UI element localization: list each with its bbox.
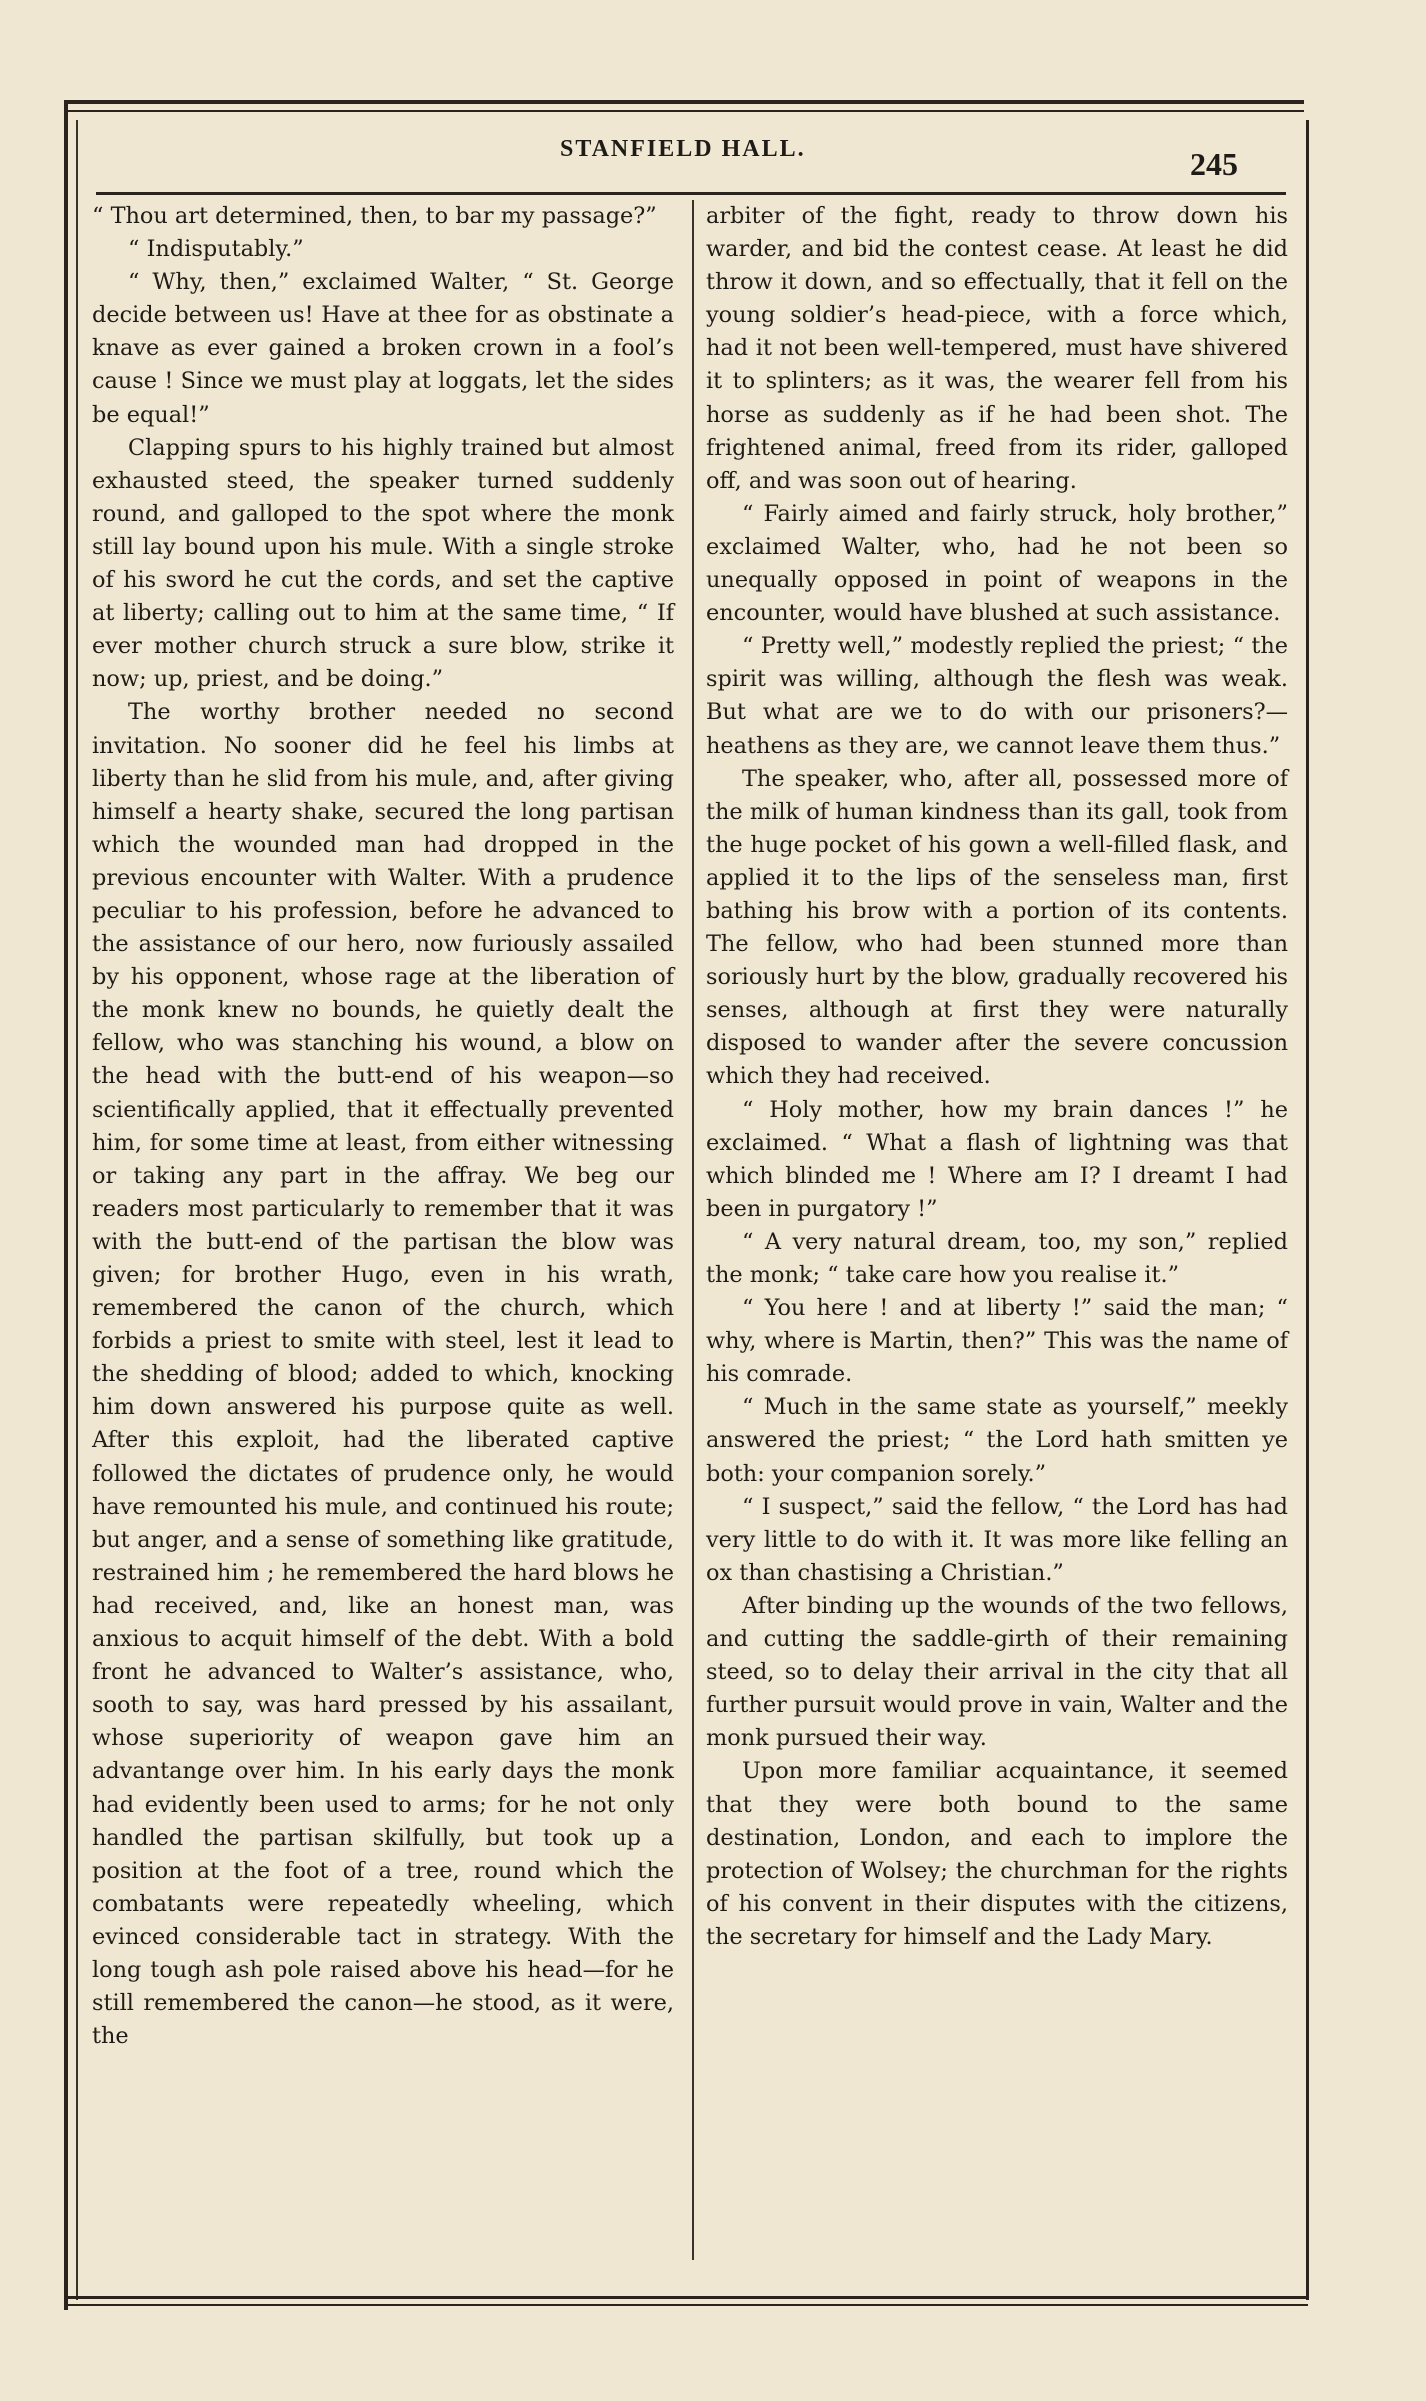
paragraph: “ Fairly aimed and fairly struck, holy brother,” exclaimed Walter, who, had he not been so unequally opposed in point of weapons in the encounter, would have blushed at such assistance. — [706, 500, 1288, 627]
paragraph: The worthy brother needed no second invitation. No sooner did he feel his limbs at liberty than he slid from his mule, and, after giving himself a hearty shake, secured the long partisan which the wounded man had dropped in the previous encounter with Walter. With a prudence peculiar to his profession, before he advanced to the assistance of our hero, now furiously assailed by his opponent, whose rage at the liberation of the monk knew no bounds, he quietly dealt the fellow, who was stanching his wound, a blow on the head with the butt-end of his weapon—so scientifically applied, that it effectually prevented him, for some time at least, from either witnessing or taking any part in the affray. We beg our readers most particularly to remember that it was with the butt-end of the partisan the blow was given; for brother Hugo, even in his wrath, remembered the canon of the church, which forbids a priest to smite with steel, lest it lead to the shedding of blood; added to which, knocking him down answered his purpose quite as well. After this exploit, had the liberated captive followed the dictates of prudence only, he would have remounted his mule, and continued his route; but anger, and a sense of something like gratitude, restrained him ; he remembered the hard blows he had received, and, like an honest man, was anxious to acquit himself of the debt. With a bold front he advanced to Walter’s assistance, who, sooth to say, was hard pressed by his assailant, whose superiority of weapon gave him an advantange over him. In his early days the monk had evidently been used to arms; for he not only handled the partisan skilfully, but took up a position at the foot of a tree, round which the combatants were repeatedly wheeling, which evinced considerable tact in strategy. With the long tough ash pole raised above his head—for he still remembered the canon—he stood, as it were, the — [92, 699, 674, 2050]
paragraph: “ Why, then,” exclaimed Walter, “ St. George decide between us! Have at thee for as obstinate a knave as ever gained a broken crown in a fool’s cause ! Since we must play at loggats, let the sides be equal!” — [92, 269, 674, 428]
left-border-rule — [64, 100, 68, 2310]
right-border-rule — [1306, 120, 1309, 2300]
paragraph: “ Much in the same state as yourself,” meekly answered the priest; “ the Lord hath smitten ye both: your companion sorely.” — [706, 1394, 1288, 1487]
column-divider — [692, 200, 694, 2260]
right-column — [706, 200, 1288, 1954]
paragraph: arbiter of the fight, ready to throw down his warder, and bid the contest cease. At least he did throw it down, and so effectually, that it fell on the young soldier’s head-piece, with a force which, had it not been well-tempered, must have shivered it to splinters; as it was, the wearer fell from his horse as suddenly as if he had been shot. The frightened animal, freed from its rider, galloped off, and was soon out of hearing. — [706, 203, 1288, 494]
running-title: STANFIELD HALL. — [560, 136, 806, 162]
left-border-rule-inner — [76, 120, 78, 2300]
paragraph: “ You here ! and at liberty !” said the man; “ why, where is Martin, then?” This was the name of his comrade. — [706, 1295, 1288, 1388]
bottom-border-rule — [64, 2296, 1308, 2299]
top-border-rule-thin — [64, 110, 1304, 112]
bottom-border-rule-thin — [64, 2304, 1308, 2306]
paragraph: After binding up the wounds of the two fellows, and cutting the saddle-girth of their remaining steed, so to delay their arrival in the city that all further pursuit would prove in vain, Walter and the monk pursued their way. — [706, 1592, 1288, 1752]
header-rule — [96, 192, 1286, 195]
page-number: 245 — [1190, 146, 1238, 182]
paragraph: “ Pretty well,” modestly replied the priest; “ the spirit was willing, although the flesh was weak. But what are we to do with our prisoners?—heathens as they are, we cannot leave them thus.” — [706, 633, 1288, 759]
paragraph: The speaker, who, after all, possessed more of the milk of human kindness than its gall, took from the huge pocket of his gown a well-filled flask, and applied it to the lips of the senseless man, first bathing his brow with a portion of its contents. The fellow, who had been stunned more than soriously hurt by the blow, gradually recovered his senses, although at first they were naturally disposed to wander after the severe concussion which they had received. — [706, 765, 1288, 1090]
paragraph: “ Indisputably.” — [128, 236, 304, 263]
paragraph: “ Thou art determined, then, to bar my passage?” — [92, 203, 657, 229]
paragraph: “ Holy mother, how my brain dances !” he exclaimed. “ What a flash of lightning was that which blinded me ! Where am I? I dreamt I had been in purgatory !” — [706, 1096, 1288, 1222]
paragraph: “ I suspect,” said the fellow, “ the Lord has had very little to do with it. It was more like felling an ox than chastising a Christian.” — [706, 1493, 1288, 1586]
paragraph: Clapping spurs to his highly trained but almost exhausted steed, the speaker turned suddenly round, and galloped to the spot where the monk still lay bound upon his mule. With a single stroke of his sword he cut the cords, and set the captive at liberty; calling out to him at the same time, “ If ever mother church struck a sure blow, strike it now; up, priest, and be doing.” — [92, 434, 674, 693]
paragraph: Upon more familiar acquaintance, it seemed that they were both bound to the same destination, London, and each to implore the protection of Wolsey; the churchman for the rights of his convent in their disputes with the citizens, the secretary for himself and the Lady Mary. — [706, 1758, 1288, 1950]
paragraph: “ A very natural dream, too, my son,” replied the monk; “ take care how you realise it.” — [706, 1228, 1288, 1288]
top-border-rule — [64, 100, 1304, 104]
left-column — [92, 200, 674, 2053]
